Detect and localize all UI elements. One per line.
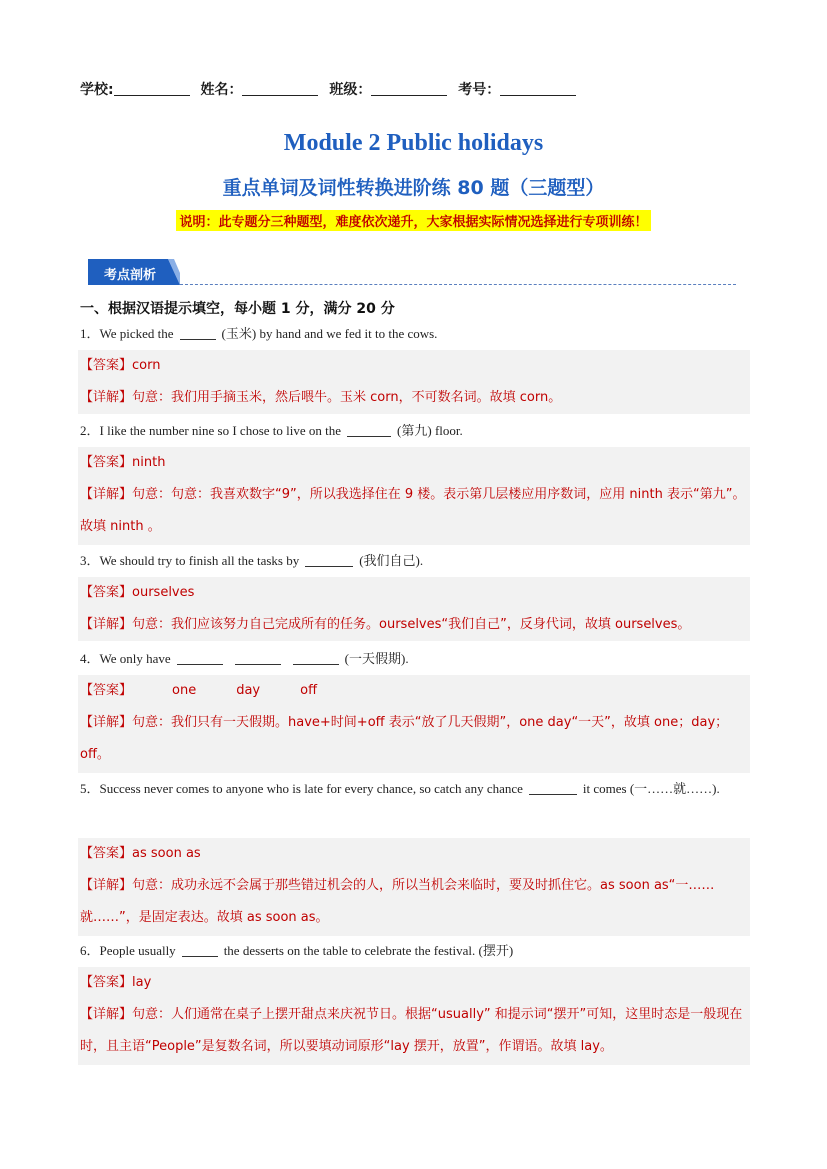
class-label: 班级： [329,79,447,99]
section-tab [88,259,180,285]
explain-text: 句意：成功永远不会属于那些错过机会的人，所以当机会来临时，要及时抓住它。as soon as“一……就……”，是固定表达。故填 as soon as。 [80,878,715,925]
question-text-pre: 4．We only have [80,651,171,666]
explain-text: 句意：我们用手摘玉米，然后喂牛。玉米 corn，不可数名词。故填 corn。 [132,390,562,405]
part-heading: 一、根据汉语提示填空，每小题 1 分，满分 20 分 [80,301,395,317]
explain-tag: 【详解】 [80,715,133,730]
explain-row [78,707,750,771]
answer-box-6 [78,967,750,1065]
student-info-line [80,79,582,99]
answer-row [78,838,750,870]
question-text-post: it comes (一……就……). [582,781,720,796]
page-subtitle: 重点单词及词性转换进阶练 80 题（三题型） [222,177,605,199]
answer-blank[interactable] [305,553,353,567]
answer-text: lay [132,975,152,990]
answer-blank[interactable] [182,943,218,957]
class-blank[interactable] [371,81,447,96]
answer-row [78,577,750,609]
explain-tag: 【详解】 [80,617,133,632]
explain-tag: 【详解】 [80,878,133,893]
name-blank[interactable] [242,81,318,96]
question-text-pre: 6．People usually [80,943,176,958]
question-text-post: (我们自己). [359,553,424,568]
answer-blank[interactable] [529,781,577,795]
question-1 [80,318,748,350]
exam-no-blank[interactable] [500,81,576,96]
question-text-pre: 2．I like the number nine so I chose to live on the [80,423,342,438]
answer-text: ourselves [132,585,195,600]
section-tab-label: 考点剖析 [104,268,157,283]
explain-tag: 【详解】 [80,487,133,502]
answer-tag: 【答案】 [80,683,133,698]
answer-tag: 【答案】 [80,975,133,990]
question-text-post: (第九) floor. [397,423,463,438]
answer-tag: 【答案】 [80,585,133,600]
explain-text: 句意：我们只有一天假期。have+时间+off 表示“放了几天假期”，one day“一天”，故填 one；day；off。 [80,715,729,762]
explain-row [78,999,750,1063]
school-label: 学校: [80,79,190,99]
question-text-pre: 3．We should try to finish all the tasks by [80,553,300,568]
instruction-note: 说明：此专题分三种题型，难度依次递升，大家根据实际情况选择进行专项训练！ [176,210,650,231]
explain-text: 句意：我们应该努力自己完成所有的任务。ourselves“我们自己”，反身代词，故填 ourselves。 [132,617,691,632]
explain-row [78,382,750,414]
answer-row [78,967,750,999]
answer-blank[interactable] [347,423,391,437]
school-blank[interactable] [114,81,190,96]
answer-box-3 [78,577,750,641]
exam-no-label: 考号： [458,79,576,99]
answer-row [78,675,750,707]
answer-text: as soon as [132,846,201,861]
answer-tag: 【答案】 [80,358,133,373]
question-5 [80,773,748,805]
question-text-pre: 1．We picked the [80,326,174,341]
question-2 [80,415,748,447]
explain-tag: 【详解】 [80,1007,133,1022]
answer-box-5 [78,838,750,936]
explain-text: 句意：句意：我喜欢数字“9”，所以我选择住在 9 楼。表示第几层楼应用序数词，应用 ninth 表示“第九”。故填 ninth 。 [80,487,746,534]
answer-text: off [300,683,318,698]
question-6 [80,935,748,967]
answer-row [78,447,750,479]
question-text-pre: 5．Success never comes to anyone who is late for every chance, so catch any chance [80,781,523,796]
name-label: 姓名： [200,79,318,99]
explain-row [78,479,750,543]
answer-text: ninth [132,455,166,470]
question-4 [80,643,748,675]
answer-blank[interactable] [180,326,216,340]
page-title: Module 2 Public holidays [283,130,544,156]
answer-text: one [172,683,197,698]
explain-row [78,609,750,641]
answer-box-1 [78,350,750,414]
answer-blank[interactable] [293,651,339,665]
answer-box-4 [78,675,750,773]
answer-tag: 【答案】 [80,455,133,470]
explain-text: 句意：人们通常在桌子上摆开甜点来庆祝节日。根据“usually” 和提示词“摆开”可知，这里时态是一般现在时，且主语“People”是复数名词，所以要填动词原形“lay 摆开，放置”，作谓语。故填 lay。 [80,1007,743,1054]
section-divider [180,284,736,285]
question-text-post: the desserts on the table to celebrate the festival. (摆开) [223,943,514,958]
answer-box-2 [78,447,750,545]
question-text-post: (一天假期). [344,651,409,666]
explain-tag: 【详解】 [80,390,133,405]
answer-tag: 【答案】 [80,846,133,861]
answer-text: day [236,683,261,698]
note-wrapper [0,210,827,231]
question-text-post: (玉米) by hand and we fed it to the cows. [221,326,438,341]
answer-row [78,350,750,382]
explain-row [78,870,750,934]
answer-text: corn [132,358,161,373]
answer-blank[interactable] [177,651,223,665]
question-3 [80,545,748,577]
answer-blank[interactable] [235,651,281,665]
